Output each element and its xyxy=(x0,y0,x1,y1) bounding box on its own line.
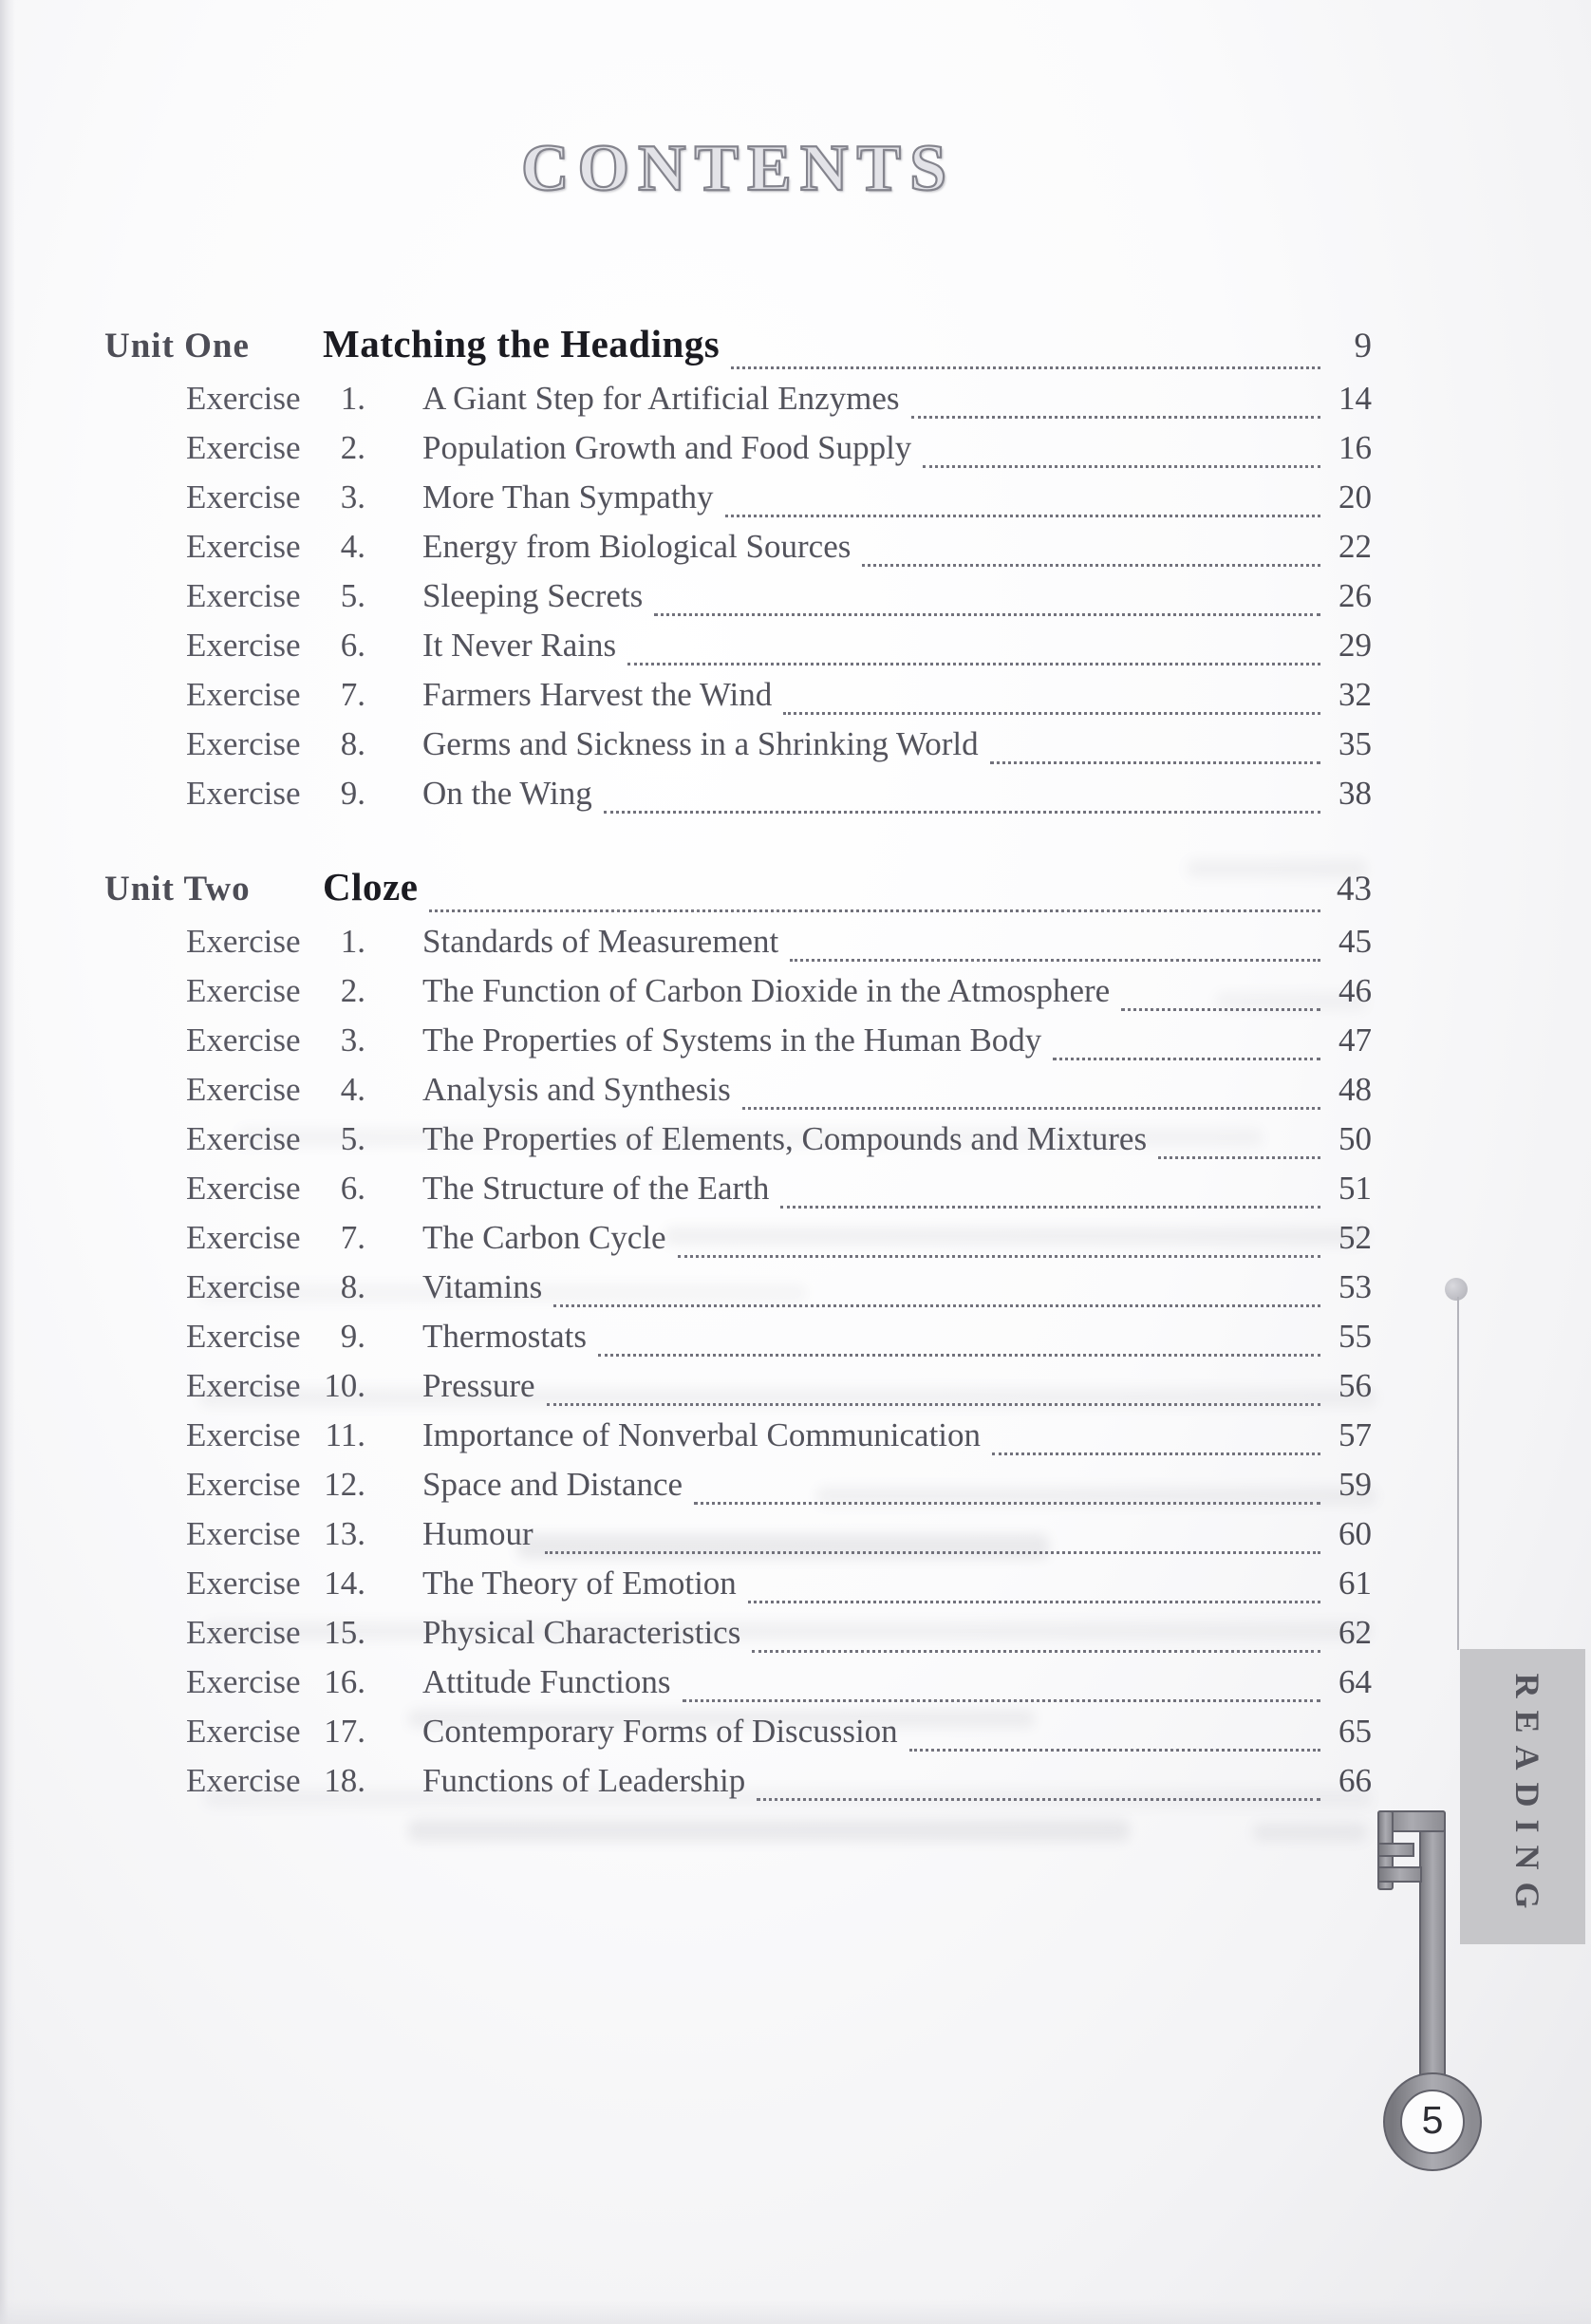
exercise-number: 1. xyxy=(340,923,365,960)
dot-leader xyxy=(627,663,1320,665)
exercise-label: Exercise xyxy=(186,1515,301,1552)
bleedthrough-smudge xyxy=(408,1819,1130,1842)
exercise-label: Exercise xyxy=(186,1071,301,1108)
exercise-label: Exercise xyxy=(186,1120,301,1157)
dot-leader xyxy=(678,1255,1320,1258)
dot-leader xyxy=(783,712,1320,715)
reading-tab-label: READING xyxy=(1508,1673,1546,1921)
exercise-page-number: 35 xyxy=(1338,725,1372,762)
dot-leader xyxy=(780,1206,1320,1209)
exercise-number: 10. xyxy=(324,1367,365,1404)
bookmark-dot xyxy=(1445,1278,1468,1301)
exercise-title: The Properties of Systems in the Human Body xyxy=(422,1021,1042,1059)
exercise-title: Population Growth and Food Supply xyxy=(422,429,912,466)
exercise-page-number: 16 xyxy=(1338,429,1372,466)
exercise-title: More Than Sympathy xyxy=(422,478,714,515)
bleedthrough-smudge xyxy=(1253,1823,1367,1842)
exercise-label: Exercise xyxy=(186,1713,301,1750)
exercise-label: Exercise xyxy=(186,380,301,417)
dot-leader xyxy=(742,1107,1320,1110)
exercise-number: 5. xyxy=(340,1120,365,1157)
dot-leader xyxy=(992,1452,1320,1455)
exercise-label: Exercise xyxy=(186,775,301,812)
exercise-page-number: 20 xyxy=(1338,478,1372,515)
page-number-badge: 5 xyxy=(1421,2098,1444,2142)
exercise-label: Exercise xyxy=(186,1663,301,1700)
dot-leader xyxy=(990,761,1320,764)
exercise-label: Exercise xyxy=(186,1268,301,1305)
toc-exercise-row xyxy=(104,1614,1372,1663)
exercise-title: The Carbon Cycle xyxy=(422,1219,666,1256)
exercise-page-number: 45 xyxy=(1338,923,1372,960)
exercise-page-number: 55 xyxy=(1338,1318,1372,1355)
exercise-number: 16. xyxy=(324,1663,365,1700)
exercise-title: Farmers Harvest the Wind xyxy=(422,676,773,713)
dot-leader xyxy=(1121,1008,1320,1011)
toc-exercise-row xyxy=(104,923,1372,972)
unit-label: Unit One xyxy=(104,327,250,365)
scan-edge-bottom xyxy=(0,2299,1591,2324)
exercise-label: Exercise xyxy=(186,1021,301,1059)
bookmark-line xyxy=(1457,1297,1459,1650)
exercise-page-number: 52 xyxy=(1338,1219,1372,1256)
dot-leader xyxy=(911,416,1320,419)
toc-exercise-row xyxy=(104,1219,1372,1268)
exercise-title: The Structure of the Earth xyxy=(422,1170,770,1207)
exercise-title: Thermostats xyxy=(422,1318,588,1355)
exercise-label: Exercise xyxy=(186,725,301,762)
exercise-number: 17. xyxy=(324,1713,365,1750)
dot-leader xyxy=(748,1601,1320,1603)
exercise-label: Exercise xyxy=(186,429,301,466)
exercise-title: Physical Characteristics xyxy=(422,1614,741,1651)
exercise-page-number: 14 xyxy=(1338,380,1372,417)
exercise-page-number: 60 xyxy=(1338,1515,1372,1552)
toc-exercise-row xyxy=(104,1515,1372,1565)
exercise-page-number: 56 xyxy=(1338,1367,1372,1404)
exercise-number: 9. xyxy=(340,1318,365,1355)
exercise-page-number: 22 xyxy=(1338,528,1372,565)
exercise-page-number: 32 xyxy=(1338,676,1372,713)
toc-exercise-row xyxy=(104,1071,1372,1120)
unit-page-number: 43 xyxy=(1337,870,1372,909)
toc-exercise-row xyxy=(104,1762,1372,1811)
toc-exercise-row xyxy=(104,1367,1372,1416)
exercise-label: Exercise xyxy=(186,528,301,565)
dot-leader xyxy=(694,1502,1320,1505)
unit-two-header xyxy=(104,856,1372,923)
exercise-label: Exercise xyxy=(186,1170,301,1207)
page-title: CONTENTS xyxy=(520,132,956,205)
exercise-page-number: 26 xyxy=(1338,577,1372,614)
dot-leader xyxy=(1053,1058,1320,1060)
exercise-label: Exercise xyxy=(186,1318,301,1355)
exercise-page-number: 66 xyxy=(1338,1762,1372,1799)
exercise-page-number: 51 xyxy=(1338,1170,1372,1207)
toc-exercise-row xyxy=(104,528,1372,577)
table-of-contents xyxy=(104,313,1372,1811)
exercise-number: 8. xyxy=(340,1268,365,1305)
exercise-number: 4. xyxy=(340,528,365,565)
dot-leader xyxy=(654,613,1320,616)
exercise-title: Functions of Leadership xyxy=(422,1762,746,1799)
exercise-number: 13. xyxy=(324,1515,365,1552)
exercise-title: It Never Rains xyxy=(422,627,617,664)
unit-one-header xyxy=(104,313,1372,380)
exercise-number: 9. xyxy=(340,775,365,812)
dot-leader xyxy=(598,1354,1320,1357)
exercise-label: Exercise xyxy=(186,1219,301,1256)
toc-exercise-row xyxy=(104,1170,1372,1219)
exercise-title: Pressure xyxy=(422,1367,535,1404)
exercise-title: Energy from Biological Sources xyxy=(422,528,852,565)
exercise-number: 7. xyxy=(340,676,365,713)
exercise-label: Exercise xyxy=(186,1466,301,1503)
toc-exercise-row xyxy=(104,1416,1372,1466)
exercise-title: On the Wing xyxy=(422,775,592,812)
exercise-number: 7. xyxy=(340,1219,365,1256)
exercise-title: Contemporary Forms of Discussion xyxy=(422,1713,898,1750)
exercise-title: Vitamins xyxy=(422,1268,543,1305)
dot-leader xyxy=(1158,1156,1320,1159)
exercise-number: 4. xyxy=(340,1071,365,1108)
exercise-page-number: 59 xyxy=(1338,1466,1372,1503)
dot-leader xyxy=(923,465,1320,468)
exercise-number: 3. xyxy=(340,1021,365,1059)
exercise-page-number: 46 xyxy=(1338,972,1372,1009)
exercise-label: Exercise xyxy=(186,676,301,713)
key-page-ornament xyxy=(1367,1794,1500,2193)
unit-title: Matching the Headings xyxy=(323,322,721,365)
exercise-label: Exercise xyxy=(186,1416,301,1453)
dot-leader xyxy=(909,1749,1320,1752)
exercise-title: Space and Distance xyxy=(422,1466,683,1503)
exercise-title: Attitude Functions xyxy=(422,1663,671,1700)
toc-exercise-row xyxy=(104,972,1372,1021)
exercise-page-number: 38 xyxy=(1338,775,1372,812)
exercise-page-number: 48 xyxy=(1338,1071,1372,1108)
exercise-page-number: 47 xyxy=(1338,1021,1372,1059)
exercise-title: Analysis and Synthesis xyxy=(422,1071,731,1108)
exercise-number: 18. xyxy=(324,1762,365,1799)
dot-leader xyxy=(757,1798,1320,1801)
toc-exercise-row xyxy=(104,1120,1372,1170)
toc-exercise-row xyxy=(104,429,1372,478)
exercise-title: Germs and Sickness in a Shrinking World xyxy=(422,725,979,762)
toc-exercise-row xyxy=(104,775,1372,824)
exercise-title: Standards of Measurement xyxy=(422,923,779,960)
toc-exercise-row xyxy=(104,1713,1372,1762)
exercise-page-number: 65 xyxy=(1338,1713,1372,1750)
exercise-number: 14. xyxy=(324,1565,365,1602)
exercise-label: Exercise xyxy=(186,1762,301,1799)
dot-leader xyxy=(731,366,1320,369)
exercise-label: Exercise xyxy=(186,478,301,515)
exercise-label: Exercise xyxy=(186,1565,301,1602)
dot-leader xyxy=(429,909,1320,912)
exercise-title: The Function of Carbon Dioxide in the Atmosphere xyxy=(422,972,1111,1009)
unit-one-exercise-list xyxy=(104,380,1372,824)
unit-page-number: 9 xyxy=(1354,327,1372,365)
exercise-number: 2. xyxy=(340,972,365,1009)
exercise-number: 5. xyxy=(340,577,365,614)
exercise-number: 12. xyxy=(324,1466,365,1503)
dot-leader xyxy=(752,1650,1320,1653)
unit-title: Cloze xyxy=(323,865,419,909)
exercise-number: 11. xyxy=(325,1416,365,1453)
toc-exercise-row xyxy=(104,577,1372,627)
dot-leader xyxy=(862,564,1320,567)
exercise-title: Importance of Nonverbal Communication xyxy=(422,1416,982,1453)
exercise-number: 6. xyxy=(340,1170,365,1207)
dot-leader xyxy=(604,811,1320,814)
dot-leader xyxy=(683,1699,1320,1702)
exercise-number: 1. xyxy=(340,380,365,417)
dot-leader xyxy=(545,1551,1320,1554)
exercise-title: The Properties of Elements, Compounds and Mixtures xyxy=(422,1120,1148,1157)
exercise-number: 2. xyxy=(340,429,365,466)
exercise-page-number: 61 xyxy=(1338,1565,1372,1602)
exercise-title: Humour xyxy=(422,1515,533,1552)
exercise-title: A Giant Step for Artificial Enzymes xyxy=(422,380,900,417)
exercise-label: Exercise xyxy=(186,627,301,664)
toc-exercise-row xyxy=(104,380,1372,429)
toc-exercise-row xyxy=(104,1466,1372,1515)
exercise-label: Exercise xyxy=(186,1614,301,1651)
toc-exercise-row xyxy=(104,1663,1372,1713)
exercise-title: Sleeping Secrets xyxy=(422,577,644,614)
dot-leader xyxy=(547,1403,1320,1406)
toc-exercise-row xyxy=(104,725,1372,775)
exercise-label: Exercise xyxy=(186,1367,301,1404)
exercise-page-number: 29 xyxy=(1338,627,1372,664)
exercise-number: 6. xyxy=(340,627,365,664)
exercise-number: 15. xyxy=(324,1614,365,1651)
toc-exercise-row xyxy=(104,1021,1372,1071)
dot-leader xyxy=(553,1304,1320,1307)
toc-exercise-row xyxy=(104,627,1372,676)
dot-leader xyxy=(725,515,1320,517)
unit-label: Unit Two xyxy=(104,870,251,909)
exercise-page-number: 50 xyxy=(1338,1120,1372,1157)
toc-exercise-row xyxy=(104,676,1372,725)
dot-leader xyxy=(790,959,1320,962)
unit-two-exercise-list xyxy=(104,923,1372,1811)
exercise-page-number: 62 xyxy=(1338,1614,1372,1651)
exercise-label: Exercise xyxy=(186,577,301,614)
exercise-page-number: 57 xyxy=(1338,1416,1372,1453)
exercise-number: 8. xyxy=(340,725,365,762)
exercise-page-number: 64 xyxy=(1338,1663,1372,1700)
toc-exercise-row xyxy=(104,1268,1372,1318)
toc-exercise-row xyxy=(104,478,1372,528)
exercise-page-number: 53 xyxy=(1338,1268,1372,1305)
exercise-number: 3. xyxy=(340,478,365,515)
exercise-label: Exercise xyxy=(186,972,301,1009)
exercise-title: The Theory of Emotion xyxy=(422,1565,737,1602)
scan-edge-left xyxy=(0,0,15,2324)
exercise-label: Exercise xyxy=(186,923,301,960)
toc-exercise-row xyxy=(104,1565,1372,1614)
toc-exercise-row xyxy=(104,1318,1372,1367)
